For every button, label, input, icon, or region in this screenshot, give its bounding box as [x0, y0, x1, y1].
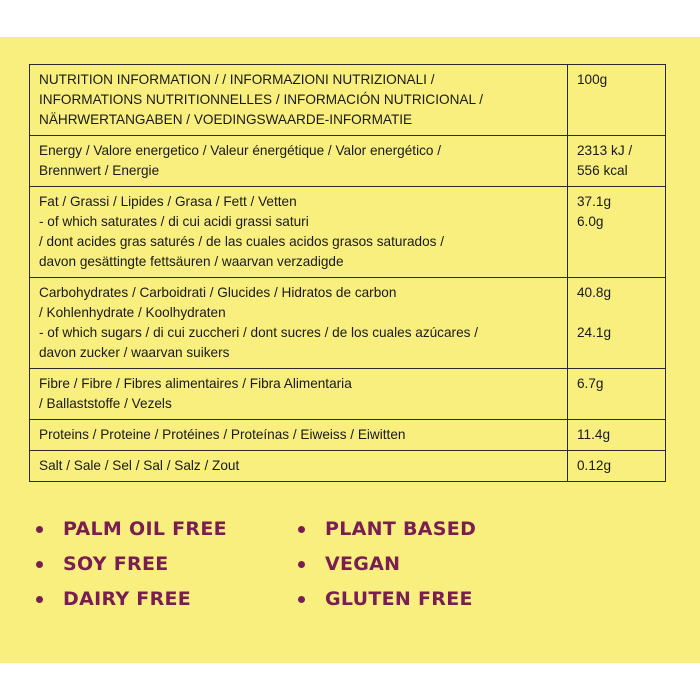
- claim-text: DAIRY FREE: [63, 588, 192, 610]
- salt-label-cell: [30, 451, 568, 482]
- bullet-icon: [298, 596, 305, 603]
- fat-label-line: Fat / Grassi / Lipides / Grasa / Fett / Vetten: [39, 194, 297, 209]
- fat-label-line: davon gesättingte fettsäuren / waarvan verzadigde: [39, 254, 344, 269]
- fibre-label-line: Fibre / Fibre / Fibres alimentaires / Fibra Alimentaria: [39, 376, 352, 391]
- proteins-label-cell: [30, 420, 568, 451]
- table-row-header: [30, 65, 666, 136]
- claim-text: PALM OIL FREE: [63, 518, 227, 540]
- energy-label-cell: [30, 136, 568, 187]
- fat-label-cell: [30, 187, 568, 278]
- nutrition-table: [29, 64, 666, 482]
- energy-value-cell: [568, 136, 666, 187]
- claim-gluten-free: [298, 585, 473, 613]
- energy-label-line: Brennwert / Energie: [39, 163, 160, 178]
- saturates-value: 6.0g: [577, 214, 604, 229]
- carbohydrates-label-cell: [30, 278, 568, 369]
- spacer: [577, 303, 665, 323]
- table-row-fibre: [30, 369, 666, 420]
- bullet-icon: [36, 526, 43, 533]
- table-row-energy: [30, 136, 666, 187]
- carbohydrates-value: 40.8g: [577, 285, 612, 300]
- claim-dairy-free: [36, 585, 191, 613]
- bullet-icon: [298, 561, 305, 568]
- table-row-salt: [30, 451, 666, 482]
- header-label-cell: [30, 65, 568, 136]
- fat-value-cell: [568, 187, 666, 278]
- fat-label-line: / dont acides gras saturés / de las cuales acidos grasos saturados /: [39, 234, 445, 249]
- fibre-value: 6.7g: [577, 376, 604, 391]
- fat-value: 37.1g: [577, 194, 612, 209]
- claim-vegan: [298, 550, 400, 578]
- table-row-carbohydrates: [30, 278, 666, 369]
- fibre-label-cell: [30, 369, 568, 420]
- proteins-value-cell: [568, 420, 666, 451]
- salt-label: Salt / Sale / Sel / Sal / Salz / Zout: [39, 458, 240, 473]
- claim-text: PLANT BASED: [325, 518, 477, 540]
- bullet-icon: [36, 596, 43, 603]
- table-row-fat: [30, 187, 666, 278]
- salt-value: 0.12g: [577, 458, 612, 473]
- header-line: NÄHRWERTANGABEN / VOEDINGSWAARDE-INFORMATIE: [39, 112, 413, 127]
- claim-text: SOY FREE: [63, 553, 169, 575]
- energy-kj-value: 2313 kJ /: [577, 143, 633, 158]
- bullet-icon: [36, 561, 43, 568]
- carbohydrates-label-line: davon zucker / waarvan suikers: [39, 345, 230, 360]
- fibre-value-cell: [568, 369, 666, 420]
- claim-text: VEGAN: [325, 553, 401, 575]
- header-line: NUTRITION INFORMATION / / INFORMAZIONI NUTRIZIONALI /: [39, 72, 435, 87]
- claim-soy-free: [36, 550, 169, 578]
- label-panel: [0, 37, 700, 663]
- carbohydrates-label-line: Carbohydrates / Carboidrati / Glucides / Hidratos de carbon: [39, 285, 397, 300]
- table-row-proteins: [30, 420, 666, 451]
- header-value: 100g: [577, 72, 608, 87]
- salt-value-cell: [568, 451, 666, 482]
- claim-plant-based: [298, 515, 476, 543]
- claim-text: GLUTEN FREE: [325, 588, 473, 610]
- fat-label-line: - of which saturates / di cui acidi grassi saturi: [39, 214, 309, 229]
- claim-palm-oil-free: [36, 515, 227, 543]
- header-line: INFORMATIONS NUTRITIONNELLES / INFORMACIÓN NUTRICIONAL /: [39, 92, 484, 107]
- energy-kcal-value: 556 kcal: [577, 163, 628, 178]
- carbohydrates-label-line: - of which sugars / di cui zuccheri / dont sucres / de los cuales azúcares /: [39, 325, 478, 340]
- sugars-value: 24.1g: [577, 325, 612, 340]
- product-claims: [36, 515, 656, 635]
- carbohydrates-value-cell: [568, 278, 666, 369]
- bullet-icon: [298, 526, 305, 533]
- energy-label-line: Energy / Valore energetico / Valeur énergétique / Valor energético /: [39, 143, 442, 158]
- header-value-cell: [568, 65, 666, 136]
- proteins-value: 11.4g: [577, 427, 611, 442]
- carbohydrates-label-line: / Kohlenhydrate / Koolhydraten: [39, 305, 226, 320]
- fibre-label-line: / Ballaststoffe / Vezels: [39, 396, 172, 411]
- proteins-label: Proteins / Proteine / Protéines / Proteínas / Eiweiss / Eiwitten: [39, 427, 406, 442]
